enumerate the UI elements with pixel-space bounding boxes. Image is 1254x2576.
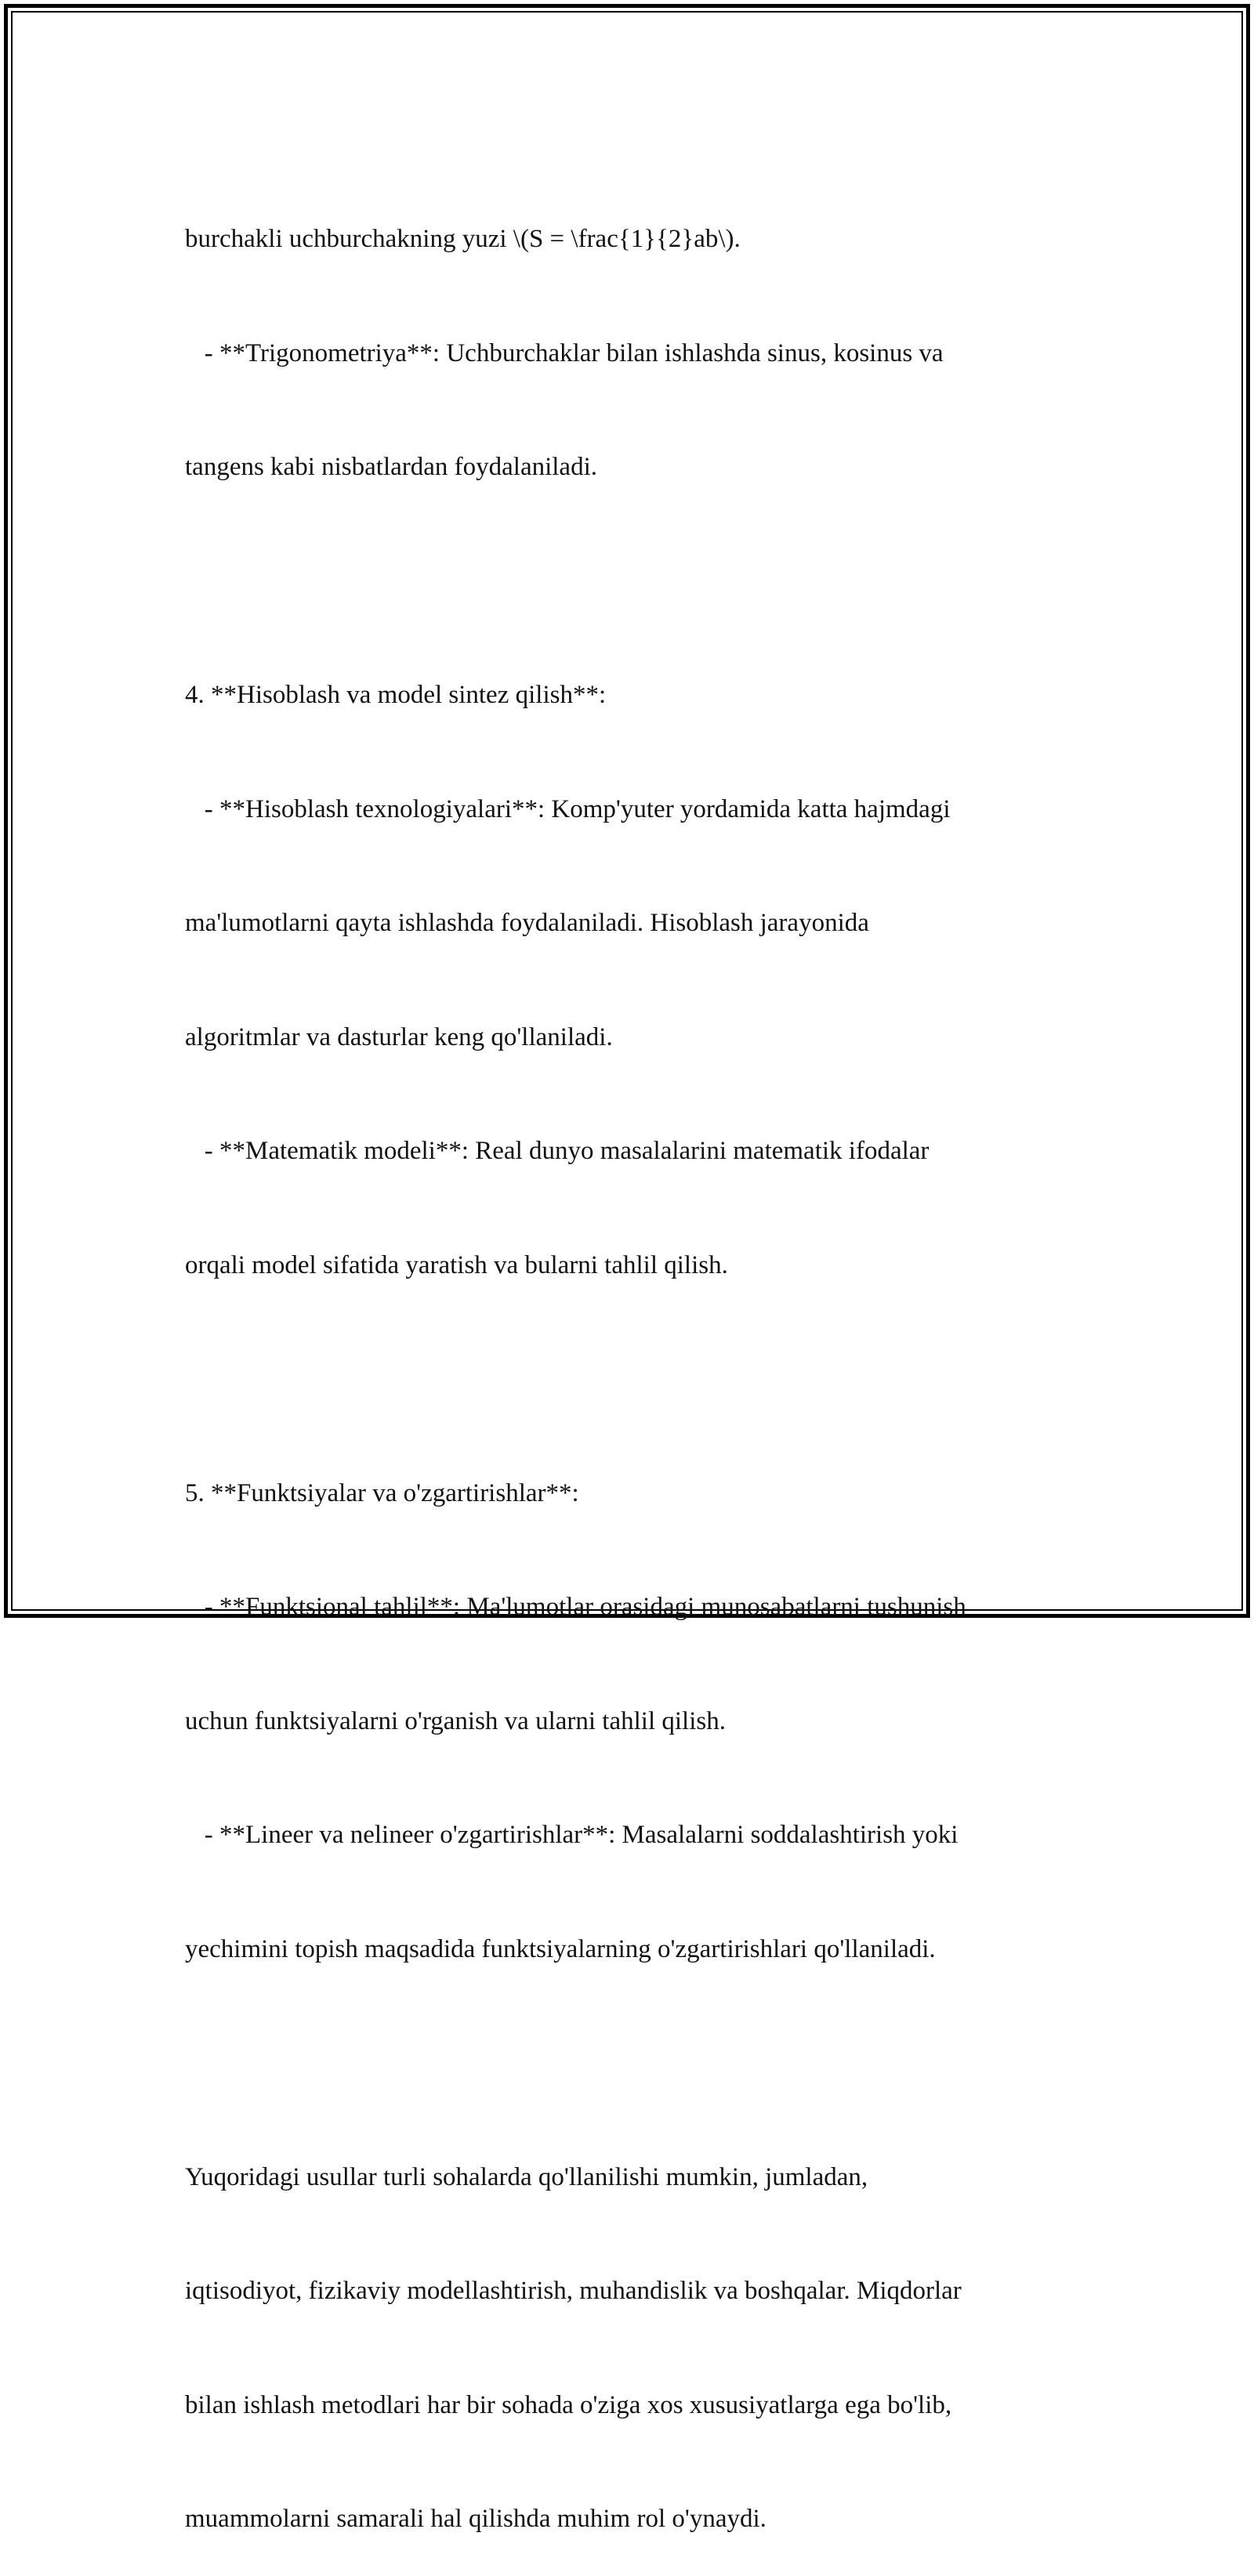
blank-line <box>185 1360 1094 1398</box>
text-line: bilan ishlash metodlari har bir sohada o'ziga xos xususiyatlarga ega bo'lib, <box>185 2390 952 2419</box>
text-line: iqtisodiyot, fizikaviy modellashtirish, muhandislik va boshqalar. Miqdorlar <box>185 2277 962 2305</box>
text-line: ma'lumotlarni qayta ishlashda foydalaniladi. Hisoblash jarayonida <box>185 909 869 937</box>
text-line: - **Matematik modeli**: Real dunyo masalalarini matematik ifodalar <box>185 1137 930 1165</box>
blank-line <box>185 2044 1094 2082</box>
section-heading: 5. **Funktsiyalar va o'zgartirishlar**: <box>185 1478 579 1507</box>
text-line: - **Funktsional tahlil**: Ma'lumotlar orasidagi munosabatlarni tushunish <box>185 1593 966 1621</box>
text-line: burchakli uchburchakning yuzi \(S = \frac{1}{2}ab\). <box>185 225 741 253</box>
text-line: - **Lineer va nelineer o'zgartirishlar**: Masalalarni soddalashtirish yoki <box>185 1821 959 1849</box>
text-line: algoritmlar va dasturlar keng qo'llaniladi. <box>185 1022 613 1051</box>
blank-line <box>185 563 1094 601</box>
section-heading: 4. **Hisoblash va model sintez qilish**: <box>185 681 607 709</box>
text-line: - **Trigonometriya**: Uchburchaklar bilan ishlashda sinus, kosinus va <box>185 338 944 367</box>
text-line: Yuqoridagi usullar turli sohalarda qo'llanilishi mumkin, jumladan, <box>185 2162 868 2191</box>
text-line: uchun funktsiyalarni o'rganish va ularni tahlil qilish. <box>185 1706 726 1735</box>
text-line: - **Hisoblash texnologiyalari**: Komp'yuter yordamida katta hajmdagi <box>185 794 951 823</box>
document-body <box>185 144 1094 2576</box>
text-line: orqali model sifatida yaratish va bularni tahlil qilish. <box>185 1250 728 1279</box>
text-line: tangens kabi nisbatlardan foydalaniladi. <box>185 453 598 481</box>
text-line: yechimini topish maqsadida funktsiyalarning o'zgartirishlari qo'llaniladi. <box>185 1934 936 1963</box>
text-line: muammolarni samarali hal qilishda muhim rol o'ynaydi. <box>185 2505 767 2533</box>
